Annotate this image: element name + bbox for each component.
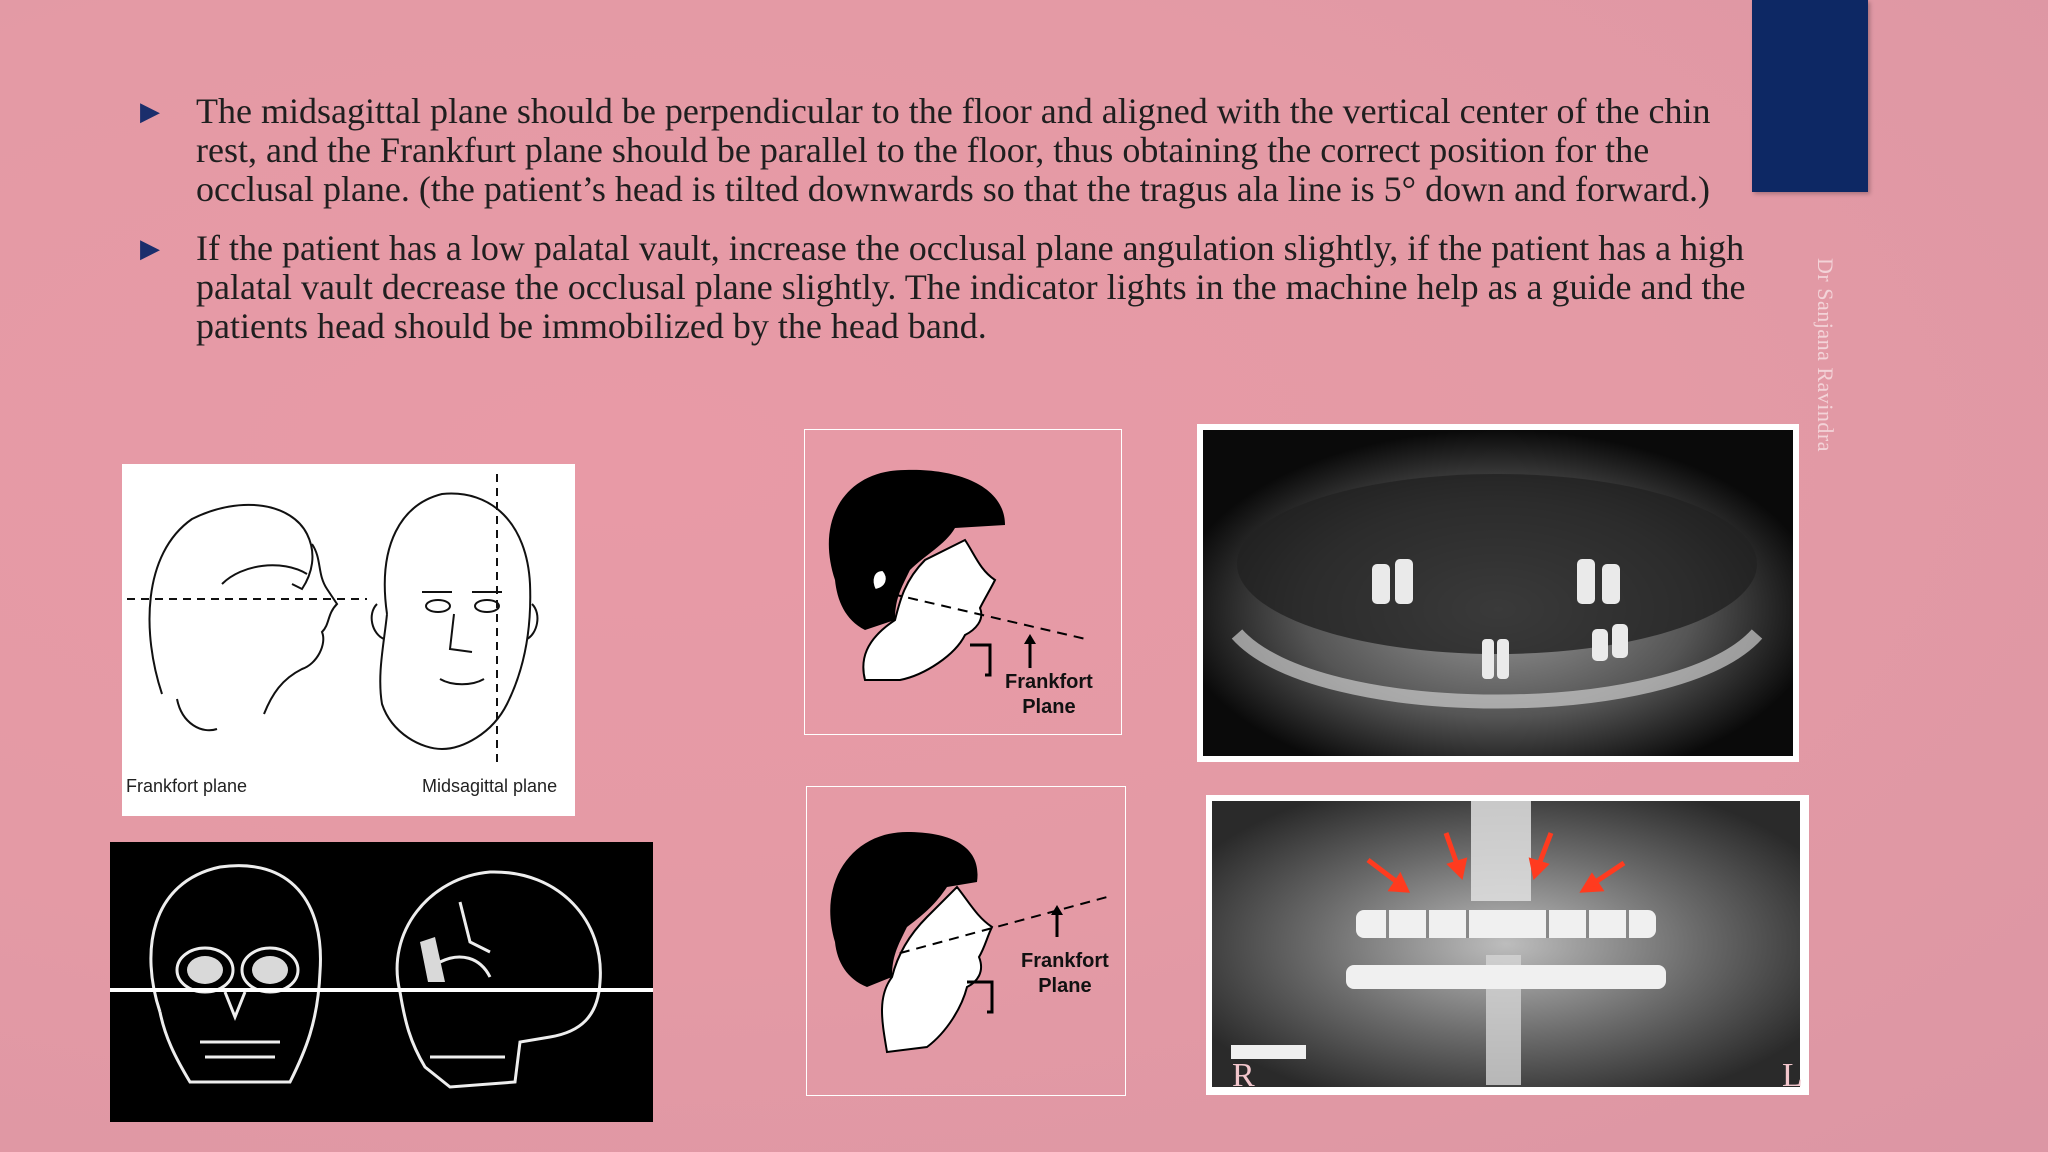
accent-block bbox=[1752, 0, 1868, 192]
head-outlines-illustration bbox=[122, 464, 575, 816]
head-planes-diagram bbox=[122, 464, 575, 816]
panoramic-xray-2 bbox=[1206, 795, 1809, 1095]
panoramic-xray-1 bbox=[1197, 424, 1799, 762]
skull-planes-image bbox=[110, 842, 653, 1122]
frankfort-plane-caption: Frankfort plane bbox=[126, 776, 248, 796]
head-profile-tilted-up bbox=[806, 786, 1126, 1096]
triangle-bullet-icon: ▶ bbox=[140, 97, 160, 126]
profile-illustration-2 bbox=[807, 787, 1126, 1096]
bullet-list bbox=[140, 92, 1760, 366]
bullet-item bbox=[140, 92, 1760, 209]
bullet-item bbox=[140, 229, 1760, 346]
head-profile-tilted-down bbox=[804, 429, 1122, 735]
skull-outlines-illustration bbox=[110, 842, 653, 1122]
xray-right-marker: R bbox=[1232, 1057, 1255, 1094]
xray-illustration-1 bbox=[1197, 424, 1799, 762]
bullet-text: If the patient has a low palatal vault, increase the occlusal plane angulation slightly, if the patient has a high palatal vault decrease the occlusal plane slightly. The indicator lights in the machine help as a guide and the patients head should be immobilized by the head band. bbox=[196, 228, 1746, 346]
xray-illustration-2 bbox=[1206, 795, 1809, 1095]
xray-left-marker: L bbox=[1782, 1057, 1803, 1094]
triangle-bullet-icon: ▶ bbox=[140, 234, 160, 263]
author-watermark: Dr Sanjana Ravindra bbox=[1813, 258, 1838, 452]
bullet-text: The midsagittal plane should be perpendicular to the floor and aligned with the vertical center of the chin rest, and the Frankfurt plane should be parallel to the floor, thus obtaining the correct position for the occlusal plane. (the patient’s head is tilted downwards so that the tragus ala line is 5° down and forward.) bbox=[196, 91, 1711, 209]
frankfort-plane-label: Frankfort Plane bbox=[1021, 950, 1109, 997]
frankfort-plane-label: Frankfort Plane bbox=[1005, 671, 1093, 718]
midsagittal-plane-caption: Midsagittal plane bbox=[422, 776, 558, 796]
